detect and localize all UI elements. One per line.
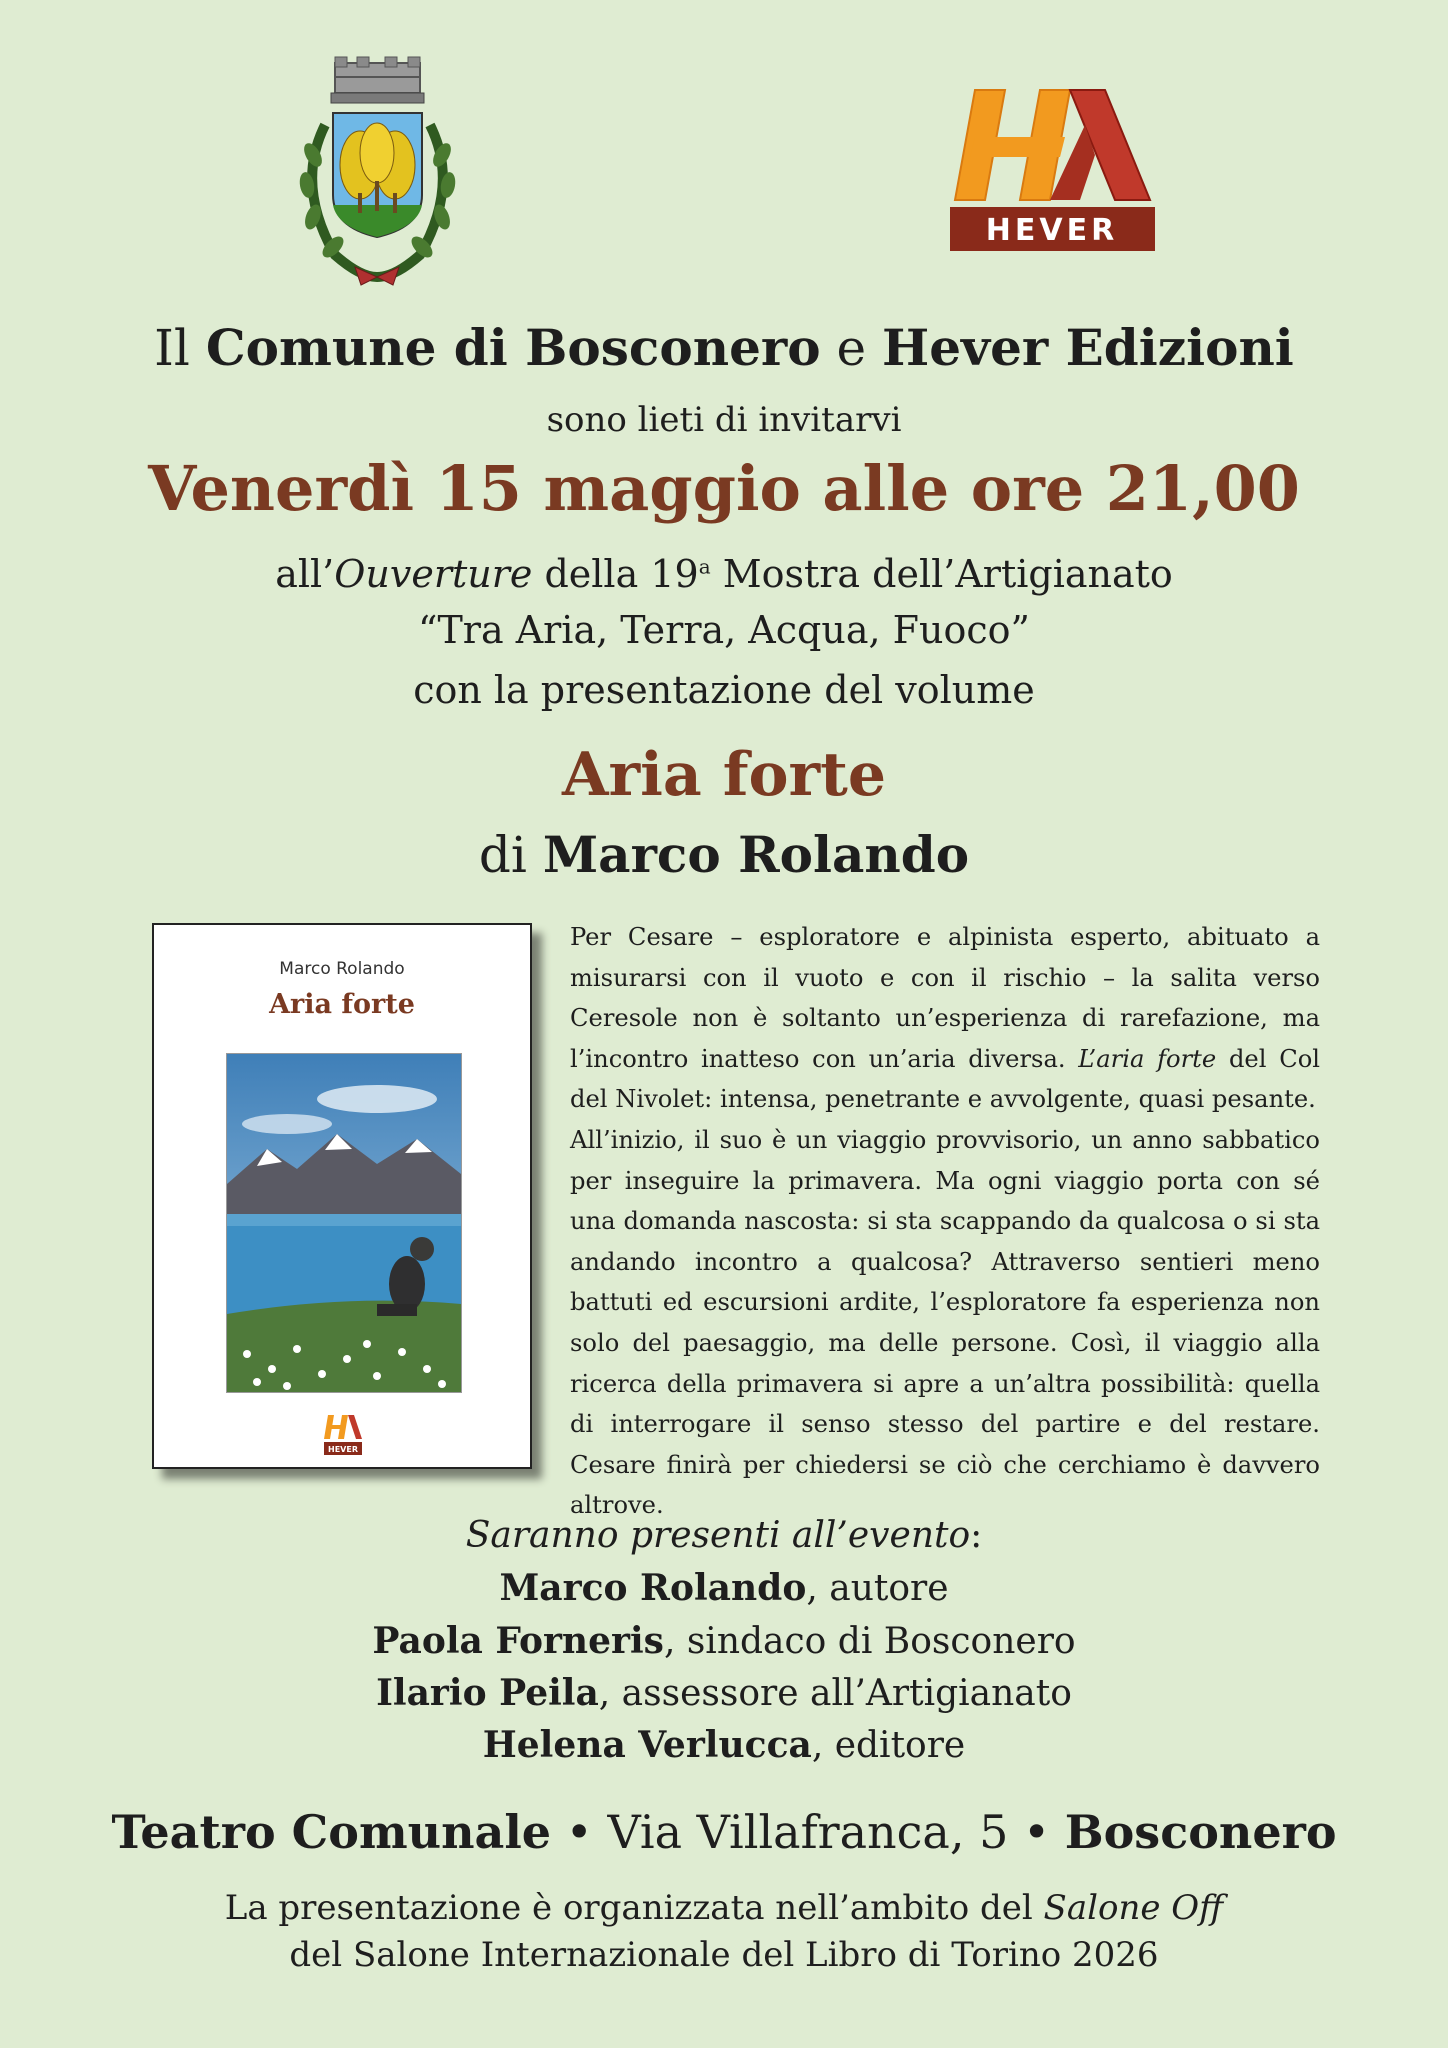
organizers-line: Il Comune di Bosconero e Hever Edizioni	[154, 318, 1294, 377]
exhibition-title: “Tra Aria, Terra, Acqua, Fuoco”	[418, 608, 1030, 652]
venue-place: Teatro Comunale	[111, 1805, 552, 1859]
venue-line: Teatro Comunale • Via Villafranca, 5 • Bosconero	[111, 1805, 1337, 1859]
venue-address: Via Villafranca, 5	[607, 1805, 1009, 1859]
cover-title: Aria forte	[269, 989, 415, 1020]
author-line: di Marco Rolando	[478, 825, 970, 884]
svg-text:HEVER: HEVER	[328, 1445, 358, 1454]
book-cover	[152, 923, 532, 1469]
presenters-title: Saranno presenti all’evento:	[465, 1515, 983, 1556]
cover-author: Marco Rolando	[279, 959, 405, 979]
description-paragraph-1: Per Cesare – esploratore e alpinista esperto, abituato a misurarsi con il vuoto e con il rischio – la salita verso Ceresole non è soltanto un’esperienza di rarefazione, ma l’incontro inatteso con un’aria diversa. L’aria forte del Col del Nivolet: intensa, penetrante e avvolgente, quasi pesante.	[570, 923, 1320, 1114]
presenter-item: Helena Verlucca, editore	[482, 1724, 966, 1766]
cover-landscape-image	[226, 1053, 462, 1393]
author-name: Marco Rolando	[542, 825, 970, 884]
presenter-item: Ilario Peila, assessore all’Artigianato	[376, 1672, 1072, 1714]
ouverture-line: all’Ouverture della 19$^a$ Mostra dell’Artigianato	[275, 552, 1173, 596]
event-date: Venerdì 15 maggio alle ore 21,00	[148, 452, 1300, 525]
book-description	[570, 917, 1320, 1526]
presentation-line: con la presentazione del volume	[413, 668, 1035, 712]
presenter-item: Marco Rolando, autore	[499, 1567, 949, 1609]
hever-logo-text: HEVER	[985, 213, 1119, 248]
book-title: Aria forte	[561, 740, 887, 810]
presenter-item: Paola Forneris, sindaco di Bosconero	[372, 1620, 1076, 1662]
comune-name: Comune di Bosconero	[205, 318, 821, 377]
hever-logo	[945, 85, 1160, 255]
cover-hever-icon	[322, 1413, 364, 1457]
publisher-name: Hever Edizioni	[881, 318, 1294, 377]
footer-line-1: La presentazione è organizzata nell’ambito del Salone Off	[224, 1888, 1224, 1928]
crest-icon	[285, 55, 470, 290]
footer-line-2: del Salone Internazionale del Libro di Torino 2026	[289, 1935, 1159, 1975]
description-paragraph-2: All’inizio, il suo è un viaggio provvisorio, un anno sabbatico per inseguire la primavera. Ma ogni viaggio porta con sé una domanda nascosta: si sta scappando da qualcosa o si sta andando incontro a qualcosa? Attraverso sentieri meno battuti ed escursioni ardite, l’esploratore fa esperienza non solo del paesaggio, ma delle persone. Così, il viaggio alla ricerca della primavera si apre a un’altra possibilità: quella di interrogare il senso stesso del partire e del restare. Cesare finirà per chiedersi se ciò che cerchiamo è davvero altrove.	[570, 1125, 1320, 1520]
venue-city: Bosconero	[1064, 1805, 1337, 1859]
invite-line: sono lieti di invitarvi	[546, 400, 902, 440]
